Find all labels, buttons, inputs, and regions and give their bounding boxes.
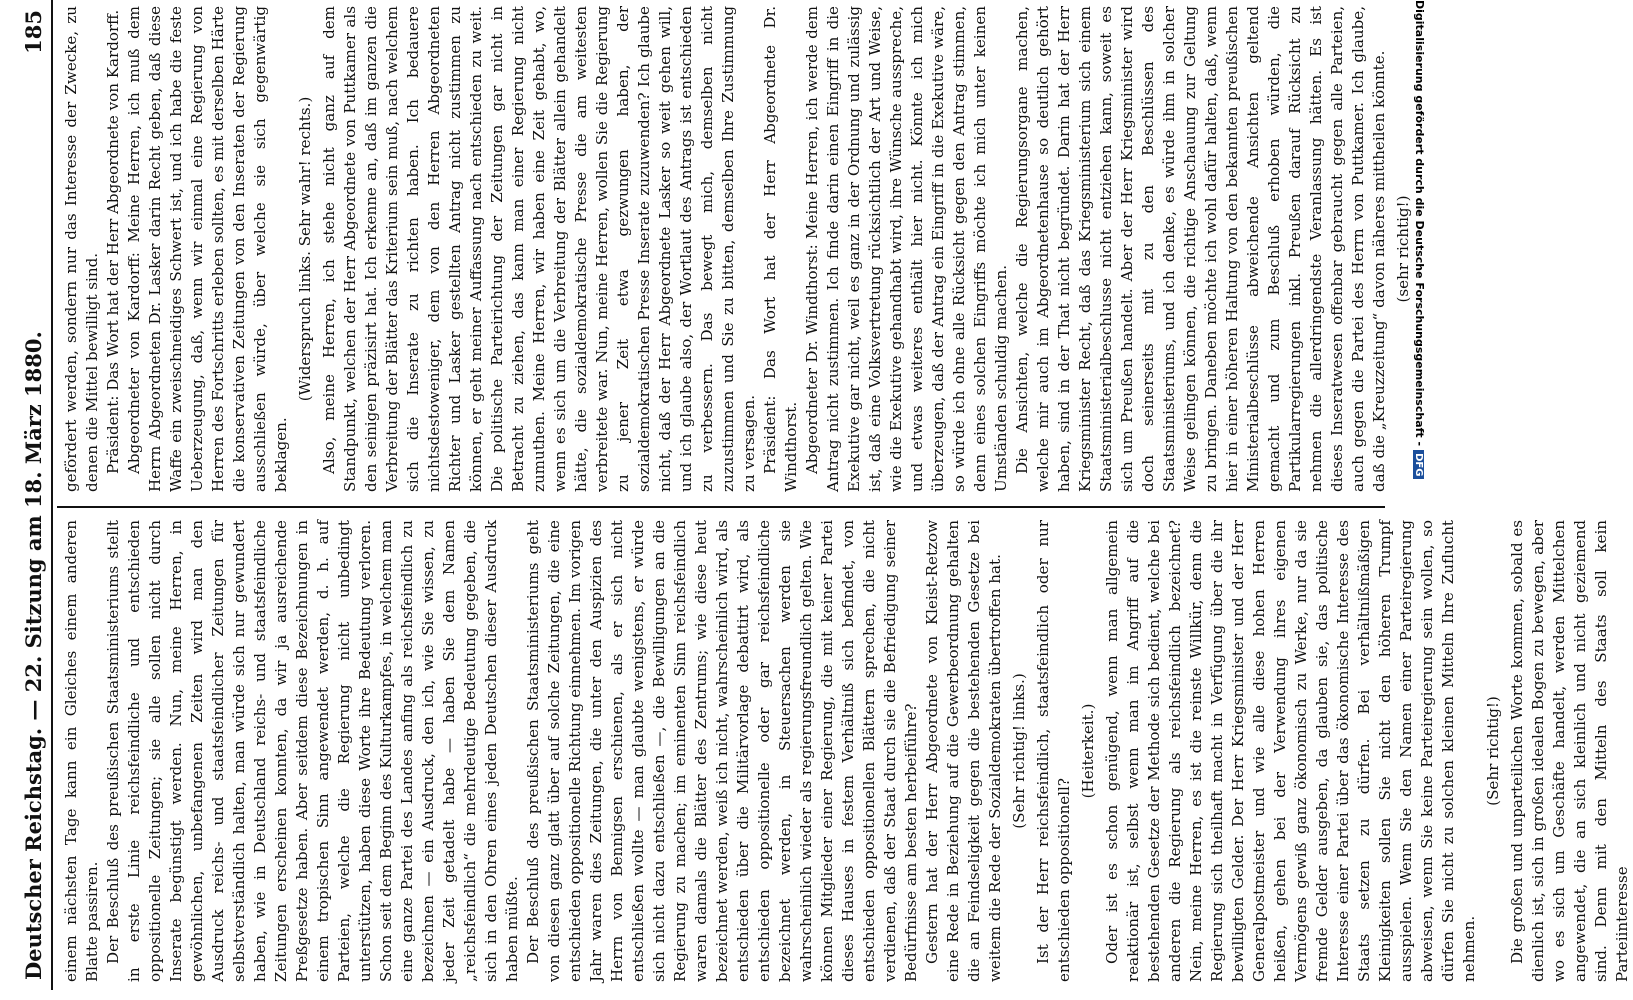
paragraph: Abgeordneter von Kardorff: Meine Herren, ich muß dem Herrn Abgeordneten Dr. Lasker darin Recht geben, daß diese Waffe ein zweischneidiges Schwert ist, und ich habe die feste Ueberzeugung, daß, wenn wir einmal eine Regierung von Herren des Fortschritts erleben sollten, es mit derselben Härte die konservativen Zeitungen von den Inseraten der Regierung ausschließen würde, über welche sie sich gegenwärtig beklagen.: [125, 6, 290, 492]
paragraph: Oder ist es schon genügend, wenn man allgemein reaktionär ist, selbst wenn man im Angriff auf die bestehenden Gesetze der Methode sich bedient, welche bei anderen die Regierung als reichsfeindlich bezeichnet? Nein, meine Herren, es ist die reinste Willkür, denn die Regierung sich theilhaft macht in Verfügung über die ihr bewilligten Gelder. Der Herr Kriegsminister und der Herr Generalpostmeister und wie alle diese hohen Herren heißen, gehen bei der Verwendung ihres eigenen Vermögens gewiß ganz ökonomisch zu Werke, nur da sie fremde Gelder ausgeben, da glauben sie, das politische Interesse einer Partei über das ökonomische Interesse des Staats setzen zu dürfen. Bei verhältnißmäßigen Kleinigkeiten sollen Sie nicht den höheren Trumpf ausspielen. Wenn Sie den Namen einer Parteiregierung abweisen, wenn Sie keine Parteiregierung sein wollen, so dürfen Sie nicht zu solchen kleinen Mitteln Ihre Zuflucht nehmen.: [1103, 520, 1478, 982]
paragraph: Der Beschluß des preußischen Staatsministeriums stellt in erste Linie reichsfeindliche und entschieden oppositionelle Zeitungen; sie alle sollen nicht durch Inserate begünstigt werden. Nun, meine Herren, in gewöhnlichen, unbefangenen Zeiten wird man den Ausdruck reichs- und staatsfeindlicher Zeitungen für selbstverständlich halten, man würde sich nur gewundert haben, wie in Deutschland reichs- und staatsfeindliche Zeitungen erscheinen konnten, da wir ja ausreichende Preßgesetze haben. Aber seitdem diese Bezeichnungen in einem tropischen Sinn angewendet werden, d. h. auf Parteien, welche die Regierung nicht unbedingt unterstützen, haben diese Worte ihre Bedeutung verloren. Schon seit dem Beginn des Kulturkampfes, in welchem man eine ganze Partei des Landes anfing als reichsfeindlich zu bezeichnen — ein Ausdruck, den ich, wie Sie wissen, zu jeder Zeit getadelt habe — haben Sie dem Namen „reichsfeindlich“ die mehrdeutige Bedeutung gegeben, die sich in den Ohren eines jeden Deutschen dieser Ausdruck haben müßte.: [104, 520, 521, 982]
page-header: [15, 0, 53, 990]
paragraph: Ist der Herr reichsfeindlich, staatsfeindlich oder nur entschieden oppositionell?: [1034, 520, 1073, 982]
paragraph: Also, meine Herren, ich stehe nicht ganz auf dem Standpunkt, welchen der Herr Abgeordnete von Puttkamer als den seinigen präzisirt hat. Ich erkenne an, daß im ganzen die Verbreitung der Blätter das Kriterium sein muß, nach welchem sich die Inserate zu richten haben. Ich bedauere nichtsdestoweniger, dem von den Herren Abgeordneten Richter und Lasker gestellten Antrag nicht zustimmen zu können, er geht meiner Auffassung nach entschieden zu weit. Die politische Parteirichtung der Zeitungen gar nicht in Betracht zu ziehen, das kann man einer Regierung nicht zumuthen. Meine Herren, wir haben eine Zeit gehabt, wo, wenn es sich um die Verbreitung der Blätter allein gehandelt hätte, die sozialdemokratische Presse die am weitesten verbreitete war. Nun, meine Herren, wollen Sie die Regierung zu jener Zeit etwa gezwungen haben, der sozialdemokratischen Presse Inserate zuzuwenden? Ich glaube nicht, daß der Herr Abgeordnete Lasker so weit gehen will, und ich glaube also, der Wortlaut des Antrags ist entschieden zu verbessern. Das bewegt mich, demselben nicht zuzustimmen und Sie zu bitten, demselben Ihre Zustimmung zu versagen.: [320, 6, 758, 492]
interjection: (sehr richtig!): [1394, 195, 1412, 303]
running-title: Deutscher Reichstag. — 22. Sitzung am 18. März 1880.: [21, 331, 46, 980]
paragraph: Der Beschluß des preußischen Staatsministeriums geht von diesen ganz glatt über auf solche Zeitungen, die eine entschieden oppositionelle Richtung einnehmen. Im vorigen Jahr waren dies Zeitungen, die unter den Auspizien des Herrn von Bennigsen erschienen, als er sich nicht entschließen wollte — man glaubte wenigstens, er würde sich nicht dazu entschließen —, die Bewilligungen an die Regierung zu machen; im eminenten Sinn reichsfeindlich waren damals die Blätter des Zentrums; wie diese heut bezeichnet werden, weiß ich nicht, wahrscheinlich wird, als entschieden über die Militärvorlage debattirt wird, als entschieden oppositionelle oder gar reichsfeindliche bezeichnet werden, in Steuersachen werden sie wahrscheinlich wieder als regierungsfreundlich gelten. Wie können Mitglieder einer Regierung, die mit keiner Partei dieses Hauses in festem Verhältniß sich befindet, von entschieden oppositionellen Blättern sprechen, die nicht verdienen, daß der Staat durch sie die Befriedigung seiner Bedürfnisse am besten herbeiführe?: [524, 520, 920, 982]
credit-text: Digitalisierung gefördert durch die Deutsche Forschungsgemeinschaft -: [1413, 0, 1426, 447]
paragraph: einem nächsten Tage kann ein Gleiches einem anderen Blatte passiren.: [62, 520, 101, 982]
paragraph: Abgeordneter Dr. Windthorst: Meine Herren, ich werde dem Antrag nicht zustimmen. Ich finde darin einen Eingriff in die Exekutive gar nicht, weil es ganz in der Ordnung und zulässig ist, daß eine Volksvertretung rücksichtlich der Art und Weise, wie die Exekutive gehandhabt wird, ihre Wünsche ausspreche, und etwas weiteres enthält hier nicht. Könnte ich mich überzeugen, daß der Antrag ein Eingriff in die Exekutive wäre, so würde ich ohne alle Rücksicht gegen den Antrag stimmen, denn eines solchen Eingriffs möchte ich mich unter keinen Umständen schuldig machen.: [803, 6, 1010, 492]
interjection: (Heiterkeit.): [1079, 703, 1097, 799]
interjection: (Widerspruch links. Sehr wahr! rechts.): [296, 96, 314, 402]
paragraph: Gestern hat der Herr Abgeordnete von Kleist-Retzow eine Rede in Beziehung auf die Gewerbeordnung gehalten die an Feindseligkeit gegen die bestehenden Gesetze bei weitem die Rede der Sozialdemokraten übertroffen hat.: [923, 520, 1004, 982]
paragraph: Die Ansichten, welche die Regierungsorgane machen, welche mir auch im Abgeordnetenhause so deutlich gehört haben, sind in der That nicht begründet. Darin hat der Herr Kriegsminister Recht, daß das Kriegsministerium sich einem Staatsministerialbeschlusse nicht entziehen kann, soweit es sich um Preußen handelt. Aber der Herr Kriegsminister wird doch seinerseits mit zu den Beschlüssen des Staatsministeriums, und ich denke, es würde ihm in solcher Weise gelingen können, die richtige Anschauung zur Geltung zu bringen. Daneben möchte ich wohl dafür halten, daß, wenn hier in einer höheren Haltung von den bekannten preußischen Ministerialbeschlüsse abweichende Ansichten geltend gemacht und zum Beschluß erhoben würden, die Partikularregierungen inkl. Preußen darauf Rücksicht zu nehmen die allerdringendste Veranlassung hätten. Es ist dieses Inseratwesen offenbar gebraucht gegen alle Parteien, auch gegen die Partei des Herrn von Puttkamer. Ich glaube, daß die „Kreuzzeitung“ davon näheres mittheilen könnte.: [1013, 6, 1388, 492]
column-divider: [57, 506, 1385, 508]
page-number: 185: [21, 10, 46, 54]
interjection: (Sehr richtig! links.): [1010, 673, 1028, 829]
dfg-logo: DFG: [1413, 450, 1424, 479]
left-column: [61, 520, 1631, 982]
right-column: [61, 6, 1412, 492]
speaker-announcement: Präsident: Das Wort hat der Herr Abgeordnete von Kardorff.: [104, 9, 122, 474]
paragraph: gefördert werden, sondern nur das Interesse der Zwecke, zu denen die Mittel bewilligt sind.: [62, 6, 101, 492]
digitization-credit: [1406, 0, 1426, 1000]
interjection: (Sehr richtig!): [1484, 696, 1502, 806]
speaker-announcement: Präsident: Das Wort hat der Herr Abgeordnete Dr. Windthorst.: [761, 6, 800, 492]
paragraph: Die großen und unparteilichen Worte kommen, sobald es dienlich ist, sich in großen idealen Bogen zu bewegen, aber wo es sich um Geschäfte handelt, werden Mittelchen angewendet, die an sich kleinlich und nicht geziemend sind. Denn mit den Mitteln des Staats soll kein Parteiinteresse: [1508, 520, 1631, 982]
